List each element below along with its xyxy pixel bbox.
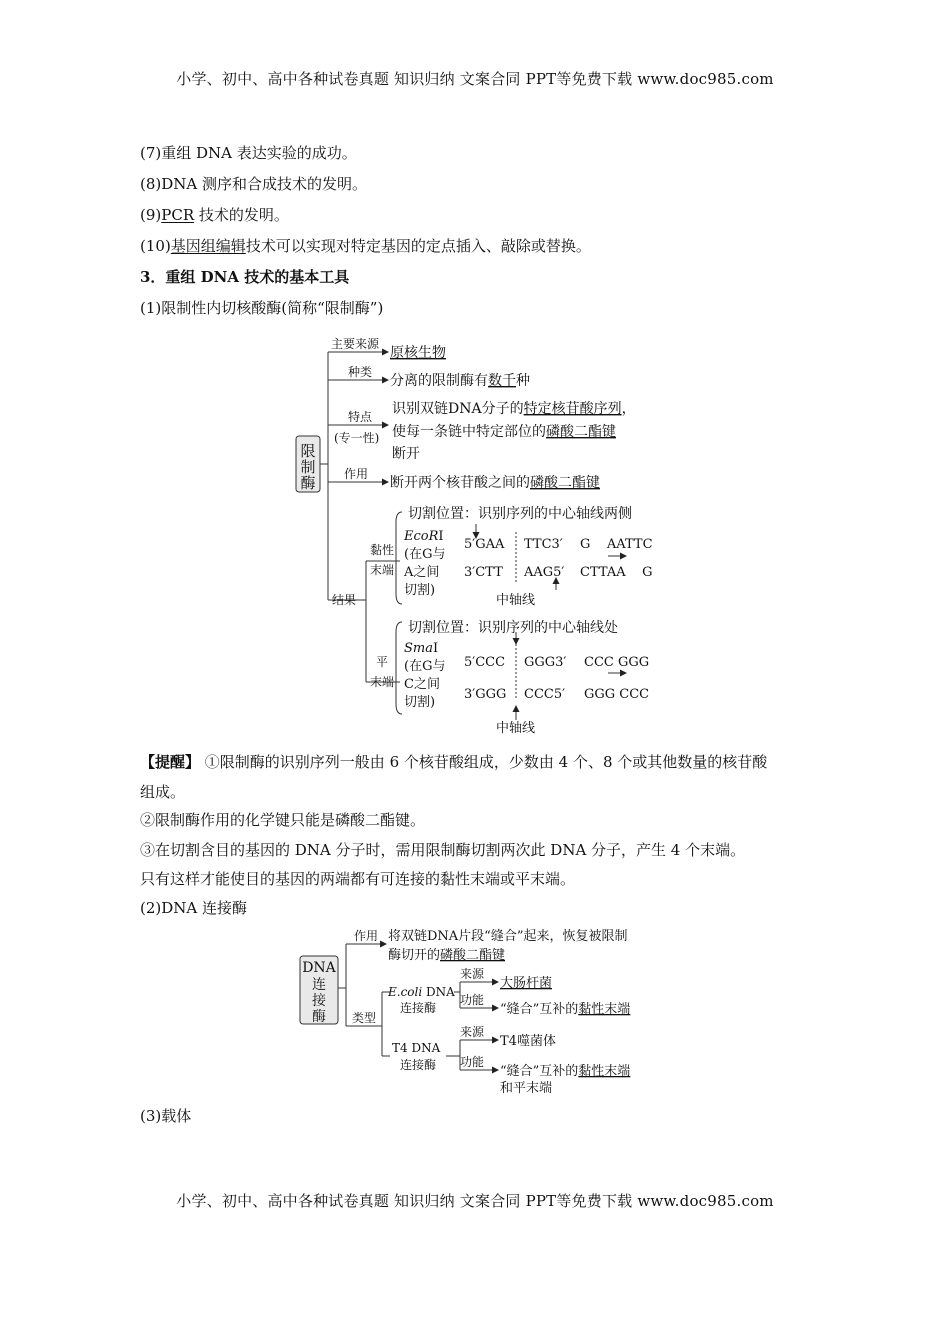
item-8: (8)DNA 测序和合成技术的发明。	[140, 175, 368, 193]
t4-function-text: “缝合”互补的黏性末端	[500, 1064, 631, 1079]
ecoli-source-text: 大肠杆菌	[500, 976, 553, 991]
blunt-seq-bottom-right: CCC5′	[524, 687, 566, 702]
blunt-seq-top-right: GGG3′	[524, 655, 567, 670]
ecoli-source-label: 来源	[460, 967, 485, 981]
ecoli-ligase-name-2: 连接酶	[400, 1001, 437, 1015]
subsection-2-title: (2)DNA 连接酶	[140, 899, 247, 917]
branch-feature-line-3: 断开	[392, 446, 420, 462]
sticky-seq-bottom-right: AAG5′	[524, 565, 565, 580]
branch-feature-label-2: (专一性)	[334, 431, 380, 445]
blunt-note-3: 切割)	[404, 695, 436, 710]
ligase-use-label: 作用	[354, 929, 379, 943]
branch-feature-line-1: 识别双链DNA分子的特定核苷酸序列，	[392, 401, 636, 417]
sticky-seq-bottom-product: CTTAA G	[580, 565, 653, 580]
blunt-seq-top-product: CCC GGG	[584, 655, 650, 670]
root-char-2: 制	[300, 458, 316, 476]
ecoli-ligase-name: E.coli DNA	[388, 985, 455, 999]
restriction-enzyme-diagram	[290, 332, 670, 742]
branch-source-label: 主要来源	[331, 337, 380, 351]
sticky-label-1: 黏性	[370, 543, 395, 557]
ligase-root-1: DNA	[302, 960, 336, 976]
tip-line-3: ③在切割含目的基因的 DNA 分子时，需用限制酶切割两次此 DNA 分子，产生 4 个末端。	[140, 841, 746, 859]
item-9: (9)PCR 技术的发明。	[140, 206, 289, 224]
page-footer: 小学、初中、高中各种试卷真题 知识归纳 文案合同 PPT等免费下载 www.doc985.com	[176, 1192, 774, 1210]
ligase-root-3: 接	[312, 993, 326, 1009]
blunt-axis-label: 中轴线	[496, 721, 536, 736]
dna-ligase-diagram	[296, 926, 666, 1098]
branch-feature-line-2: 使每一条链中特定部位的磷酸二酯键	[392, 424, 616, 440]
branch-result-label: 结果	[332, 593, 357, 607]
tip-line-2: ②限制酶作用的化学键只能是磷酸二酯键。	[140, 811, 426, 829]
sticky-seq-bottom-left: 3′CTT	[464, 565, 503, 580]
blunt-label-1: 平	[376, 655, 389, 669]
t4-source-label: 来源	[460, 1025, 485, 1039]
sticky-axis-label: 中轴线	[496, 593, 536, 608]
t4-ligase-name-2: 连接酶	[400, 1058, 437, 1072]
subsection-1-title: (1)限制性内切核酸酶(简称“限制酶”)	[140, 299, 384, 317]
sticky-seq-top-left: 5′GAA	[464, 537, 505, 552]
sticky-note-2: A之间	[404, 565, 440, 580]
section-3-title: 3．重组 DNA 技术的基本工具	[140, 268, 350, 286]
item-7: (7)重组 DNA 表达实验的成功。	[140, 144, 357, 162]
ligase-use-line-1: 将双链DNA片段“缝合”起来，恢复被限制	[388, 929, 628, 944]
sticky-seq-top-right: TTC3′	[524, 537, 563, 552]
t4-function-text-2: 和平末端	[500, 1081, 553, 1096]
blunt-note-2: C之间	[404, 677, 440, 692]
sticky-enzyme-name: EcoRⅠ	[404, 529, 444, 544]
blunt-enzyme-name: SmaⅠ	[404, 641, 439, 656]
item-10: (10)基因组编辑技术可以实现对特定基因的定点插入、敲除或替换。	[140, 237, 591, 255]
sticky-seq-top-product: G AATTC	[580, 537, 653, 552]
ecoli-function-label: 功能	[460, 993, 485, 1007]
ecoli-function-text: “缝合”互补的黏性末端	[500, 1002, 631, 1017]
sticky-note-1: (在G与	[404, 547, 446, 562]
tip-line-1: 【提醒】 ①限制酶的识别序列一般由 6 个核苷酸组成，少数由 4 个、8 个或其他数量的核苷酸	[140, 753, 768, 771]
branch-kind-label: 种类	[348, 365, 373, 379]
blunt-seq-top-left: 5′CCC	[464, 655, 506, 670]
branch-feature-label: 特点	[348, 410, 373, 424]
blunt-seq-bottom-left: 3′GGG	[464, 687, 507, 702]
branch-function-label: 作用	[344, 467, 369, 481]
blunt-cut-position: 切割位置：识别序列的中心轴线处	[408, 620, 618, 636]
tip-line-1b: 组成。	[140, 783, 186, 801]
sticky-note-3: 切割)	[404, 583, 436, 598]
ligase-root-2: 连	[312, 977, 326, 993]
ligase-type-label: 类型	[352, 1011, 377, 1025]
ligase-root-4: 酶	[312, 1009, 326, 1025]
blunt-note-1: (在G与	[404, 659, 446, 674]
branch-function-text: 断开两个核苷酸之间的磷酸二酯键	[390, 475, 600, 491]
ligase-use-line-2: 酶切开的磷酸二酯键	[388, 948, 506, 963]
sticky-label-2: 末端	[370, 563, 395, 577]
page-header: 小学、初中、高中各种试卷真题 知识归纳 文案合同 PPT等免费下载 www.doc985.com	[176, 70, 774, 88]
t4-ligase-name: T4 DNA	[392, 1041, 441, 1055]
blunt-seq-bottom-product: GGG CCC	[584, 687, 650, 702]
t4-function-label: 功能	[460, 1055, 485, 1069]
tip-line-3b: 只有这样才能使目的基因的两端都有可连接的黏性末端或平末端。	[140, 870, 576, 888]
branch-kind-text: 分离的限制酶有数千种	[390, 373, 530, 389]
t4-source-text: T4噬菌体	[500, 1034, 556, 1049]
blunt-label-2: 末端	[370, 675, 395, 689]
subsection-3-title: (3)载体	[140, 1107, 192, 1125]
sticky-cut-position: 切割位置：识别序列的中心轴线两侧	[408, 506, 632, 522]
root-char-1: 限	[300, 442, 316, 460]
branch-source-text: 原核生物	[390, 345, 446, 361]
root-char-3: 酶	[300, 474, 316, 492]
